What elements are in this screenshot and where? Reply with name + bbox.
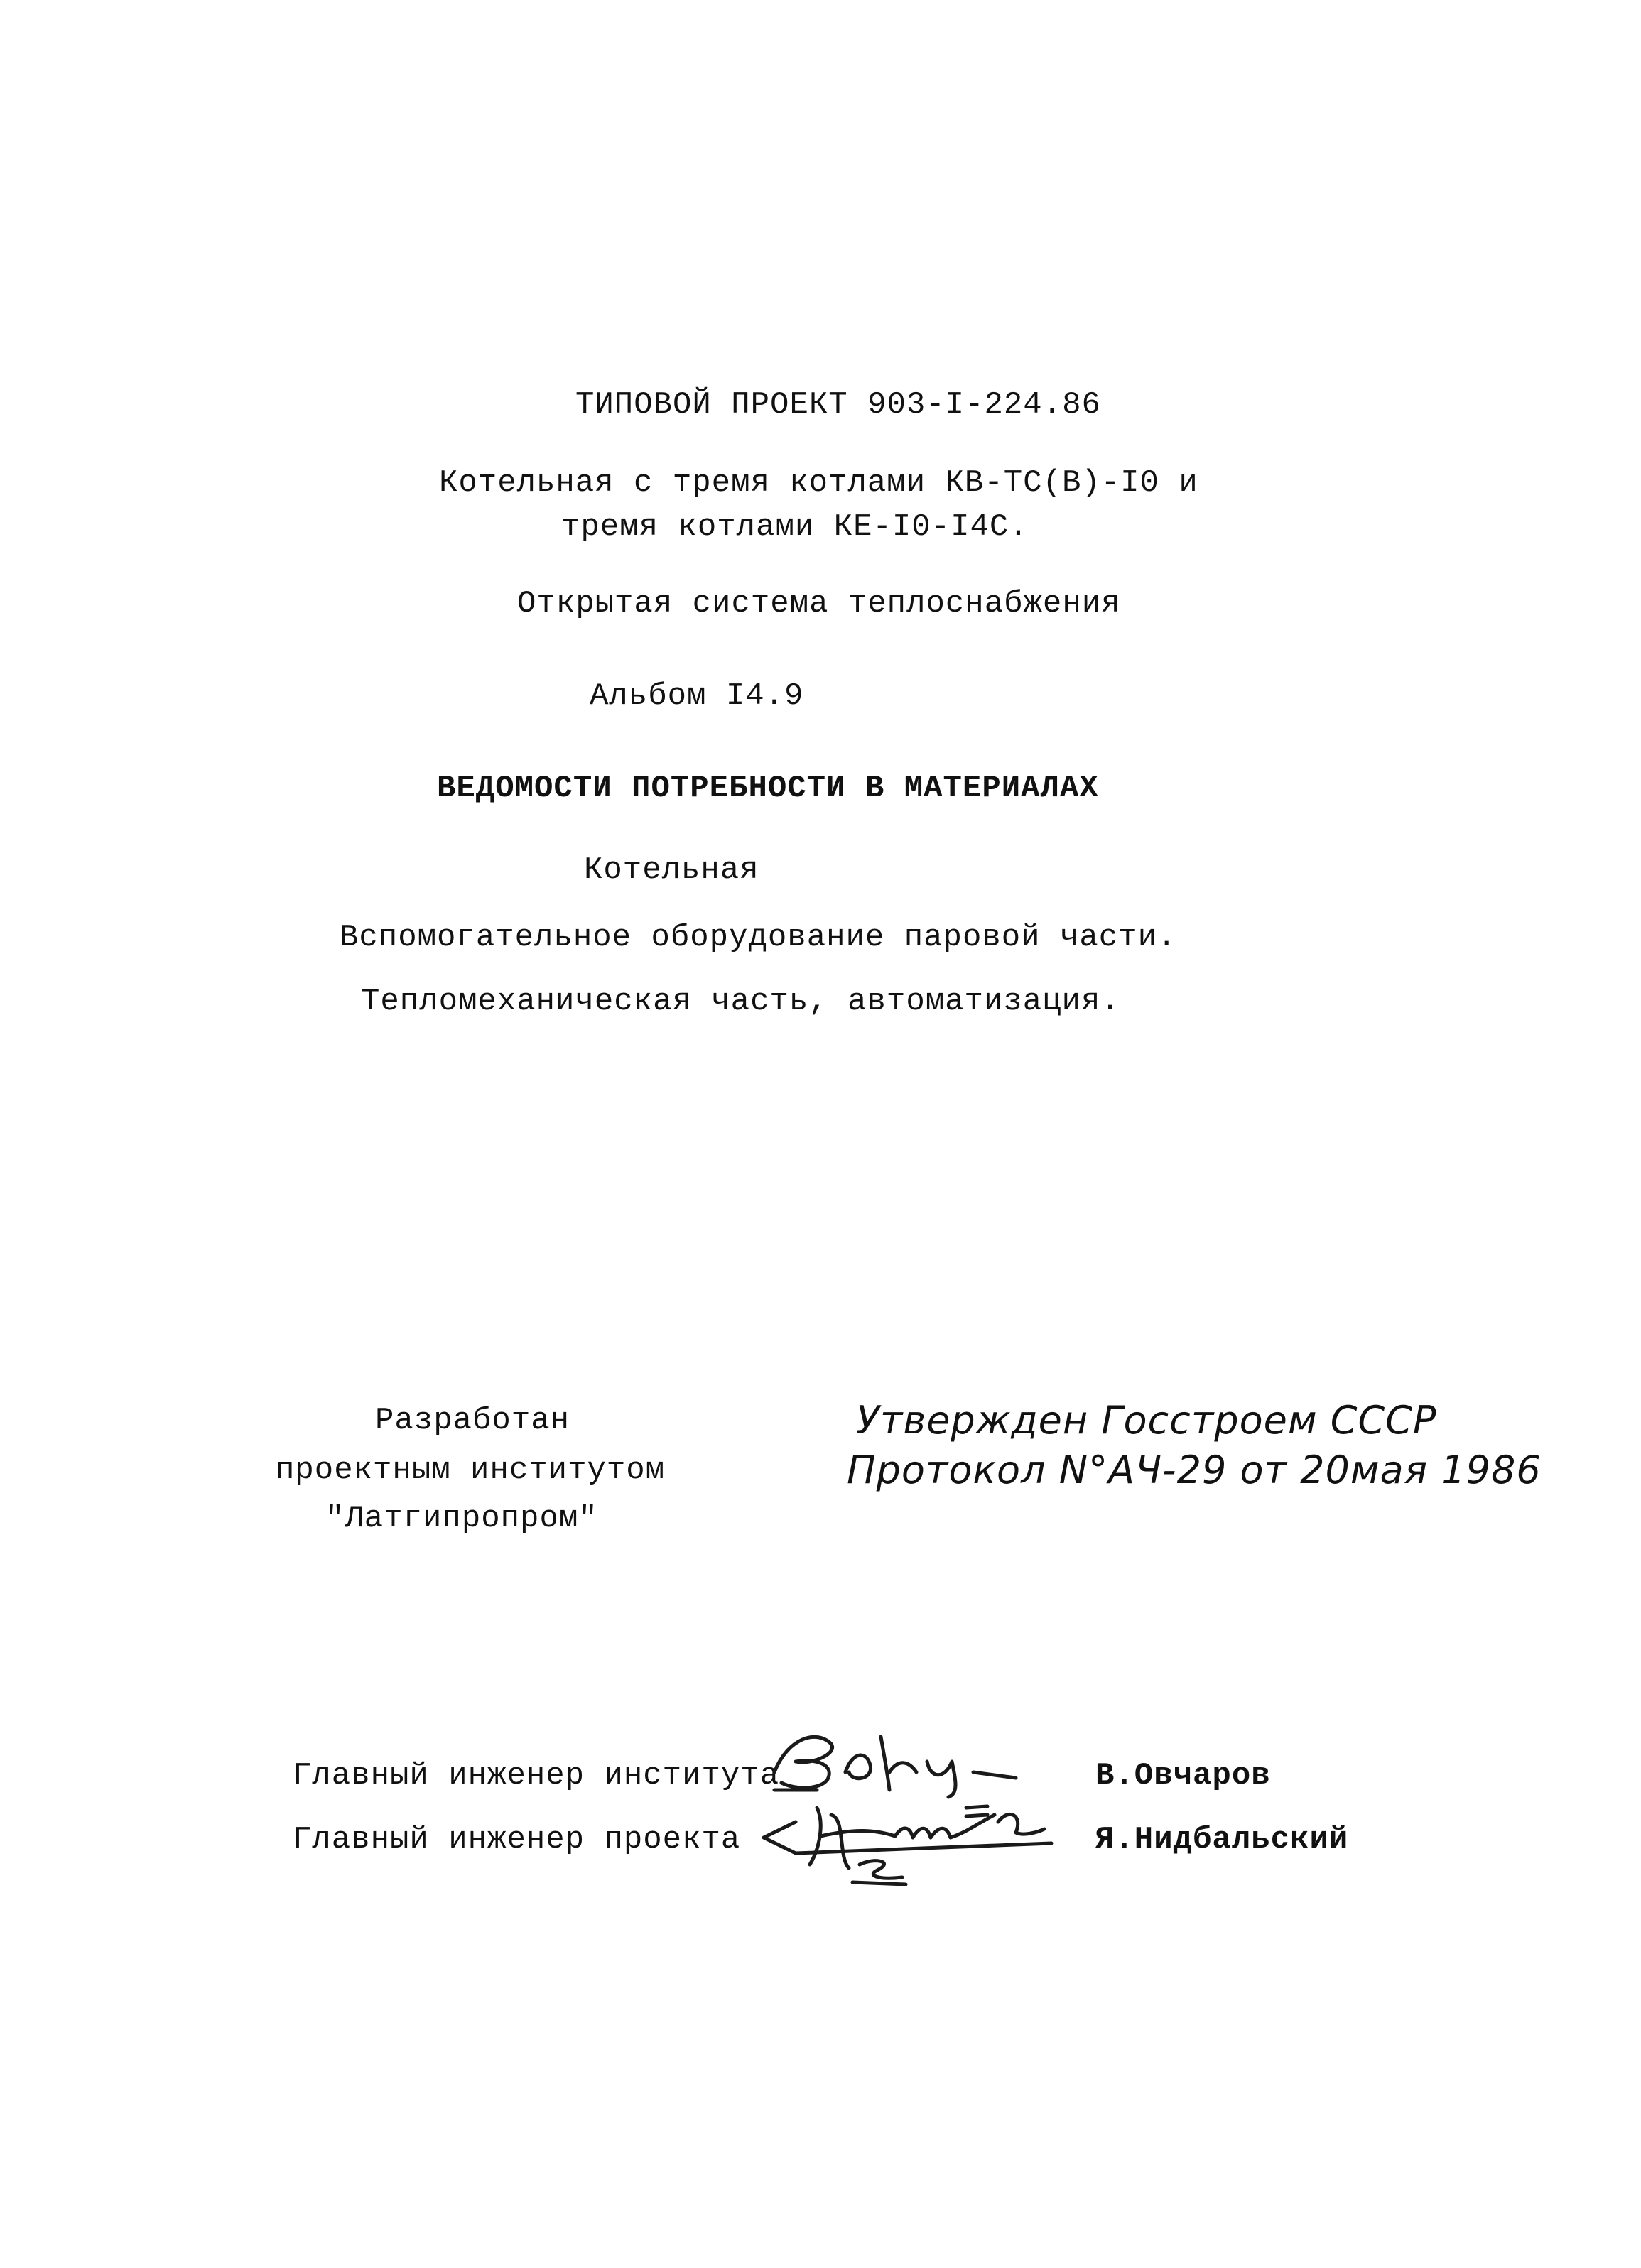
subject-line-1: Котельная с тремя котлами КВ-ТС(В)-I0 и [439, 465, 1198, 501]
approval-line-2: Протокол N°АЧ-29 от 20мая 1986 [847, 1448, 1542, 1492]
signer-name-1: В.Овчаров [1095, 1758, 1271, 1794]
developer-line-1: Разработан [375, 1403, 570, 1438]
subject-line-2: тремя котлами КЕ-I0-I4С. [561, 509, 1029, 545]
signature-mark-1 [767, 1722, 1023, 1801]
document-heading: ВЕДОМОСТИ ПОТРЕБНОСТИ В МАТЕРИАЛАХ [437, 771, 1099, 806]
album-number: Альбом I4.9 [590, 678, 804, 714]
project-title: ТИПОВОЙ ПРОЕКТ 903-I-224.86 [575, 387, 1101, 423]
approval-line-1: Утвержден Госстроем СССР [856, 1398, 1437, 1443]
system-type: Открытая система теплоснабжения [517, 586, 1121, 622]
equipment-description: Вспомогательное оборудование паровой части. [340, 920, 1177, 955]
section-name: Котельная [584, 852, 759, 888]
signer-role-1: Главный инженер института [293, 1758, 780, 1794]
signer-role-2: Главный инженер проекта [293, 1822, 741, 1857]
parts-description: Тепломеханическая часть, автоматизация. [361, 984, 1120, 1019]
developer-line-2: проектным институтом [276, 1453, 666, 1488]
signer-name-2: Я.Нидбальский [1095, 1822, 1349, 1857]
developer-line-3: "Латгипропром" [325, 1501, 598, 1536]
signature-mark-2 [753, 1794, 1066, 1886]
